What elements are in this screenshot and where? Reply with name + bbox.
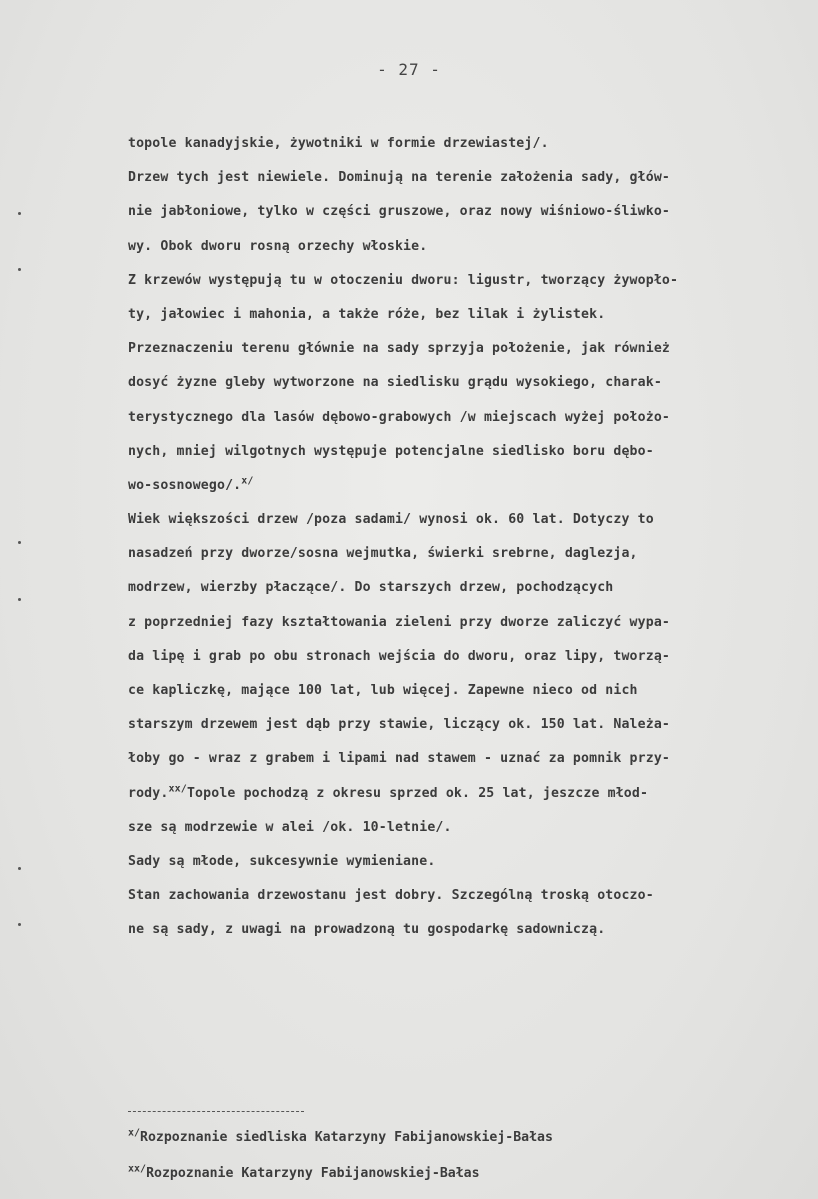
footnote-text: Rozpoznanie siedliska Katarzyny Fabijanowskiej-Bałas bbox=[140, 1130, 553, 1145]
text-line: ty, jałowiec i mahonia, a także róże, bez lilak i żylistek. bbox=[128, 306, 606, 322]
text-line: Wiek większości drzew /poza sadami/ wynosi ok. 60 lat. Dotyczy to bbox=[128, 512, 654, 528]
text-line: Drzew tych jest niewiele. Dominują na terenie założenia sady, głów- bbox=[128, 170, 670, 186]
text-line: Z krzewów występują tu w otoczeniu dworu: ligustr, tworzący żywopło- bbox=[128, 272, 679, 288]
punch-hole-dot bbox=[18, 268, 21, 271]
footnote-separator bbox=[128, 1111, 304, 1112]
text-line: da lipę i grab po obu stronach wejścia do dworu, oraz lipy, tworzą- bbox=[128, 648, 670, 664]
footnote-1 bbox=[128, 1127, 553, 1145]
text-line: starszym drzewem jest dąb przy stawie, liczący ok. 150 lat. Należa- bbox=[128, 717, 670, 733]
page-number: - 27 - bbox=[377, 60, 441, 79]
text-line: modrzew, wierzby płaczące/. Do starszych drzew, pochodzących bbox=[128, 580, 614, 596]
text-fragment: Topole pochodzą z okresu sprzed ok. 25 lat, jeszcze młod- bbox=[186, 785, 649, 801]
footnote-2 bbox=[128, 1163, 480, 1181]
footnote-mark: xx/ bbox=[128, 1163, 147, 1175]
text-line: ce kapliczkę, mające 100 lat, lub więcej. Zapewne nieco od nich bbox=[128, 683, 638, 698]
footnote-text: Rozpoznanie Katarzyny Fabijanowskiej-Bałas bbox=[146, 1166, 480, 1181]
text-fragment: rody. bbox=[128, 785, 169, 801]
punch-hole-dot bbox=[18, 212, 21, 215]
text-fragment: wo-sosnowego/. bbox=[128, 477, 242, 493]
punch-hole-dot bbox=[18, 923, 21, 926]
text-line: topole kanadyjskie, żywotniki w formie drzewiastej/. bbox=[128, 136, 549, 151]
text-line bbox=[128, 469, 808, 503]
text-line: nasadzeń przy dworze/sosna wejmutka, świerki srebrne, daglezja, bbox=[128, 546, 638, 562]
footnote-mark: x/ bbox=[128, 1127, 141, 1139]
text-line: nych, mniej wilgotnych występuje potencjalne siedlisko boru dębo- bbox=[128, 443, 654, 459]
text-line: Stan zachowania drzewostanu jest dobry. Szczególną troską otoczo- bbox=[128, 888, 654, 904]
text-line: sze są modrzewie w alei /ok. 10-letnie/. bbox=[128, 819, 452, 835]
text-line: łoby go - wraz z grabem i lipami nad stawem - uznać za pomnik przy- bbox=[128, 751, 670, 767]
text-line: dosyć żyzne gleby wytworzone na siedlisku grądu wysokiego, charak- bbox=[128, 375, 662, 391]
text-line bbox=[128, 777, 808, 811]
text-line: nie jabłoniowe, tylko w części gruszowe, oraz nowy wiśniowo-śliwko- bbox=[128, 204, 670, 220]
footnote-ref-2: xx/ bbox=[168, 783, 187, 795]
body-text bbox=[128, 127, 808, 948]
punch-hole-dot bbox=[18, 598, 21, 601]
punch-hole-dot bbox=[18, 867, 21, 870]
text-line: ne są sady, z uwagi na prowadzoną tu gospodarkę sadowniczą. bbox=[128, 922, 606, 938]
text-line: terystycznego dla lasów dębowo-grabowych /w miejscach wyżej położo- bbox=[128, 409, 670, 425]
text-line: Przeznaczeniu terenu głównie na sady sprzyja położenie, jak również bbox=[128, 341, 670, 357]
footnote-ref-1: x/ bbox=[241, 475, 254, 487]
text-line: Sady są młode, sukcesywnie wymieniane. bbox=[128, 853, 436, 869]
punch-hole-dot bbox=[18, 541, 21, 544]
text-line: wy. Obok dworu rosną orzechy włoskie. bbox=[128, 238, 428, 254]
text-line: z poprzedniej fazy kształtowania zieleni przy dworze zaliczyć wypa- bbox=[128, 614, 670, 630]
